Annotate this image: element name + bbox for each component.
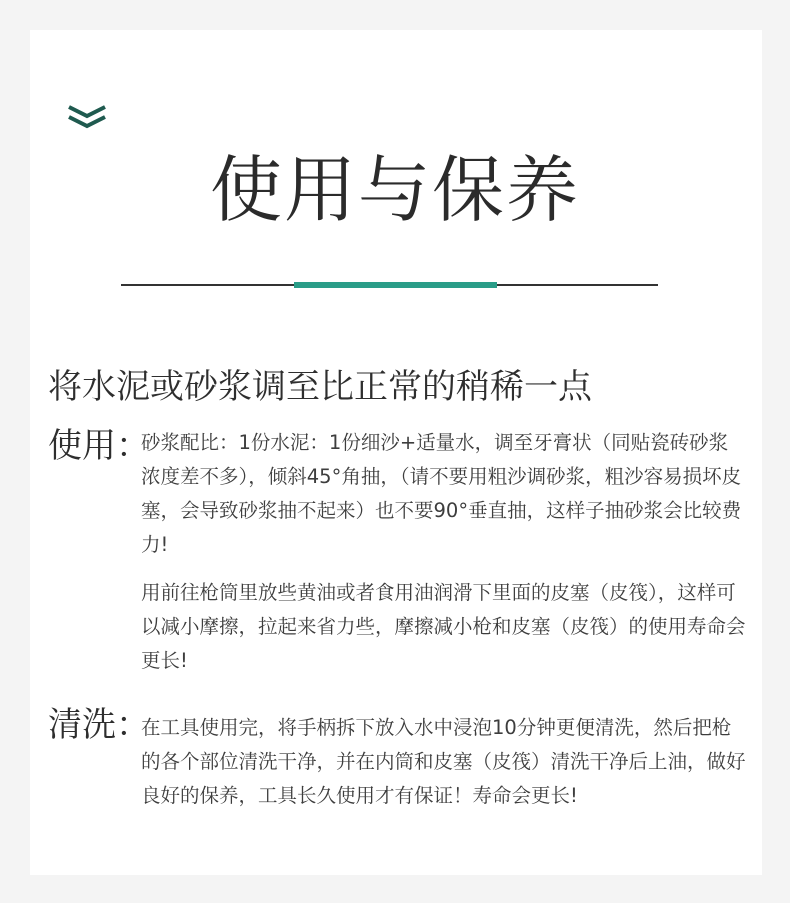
- usage-paragraph-1: 砂浆配比：1份水泥：1份细沙+适量水，调至牙膏状（同贴瓷砖砂浆浓度差不多），倾斜45°角抽，（请不要用粗沙调砂浆，粗沙容易损坏皮塞，会导致砂浆抽不起来）也不要90°垂直抽，这样子抽砂浆会比较费力!: [141, 431, 742, 556]
- usage-paragraph-2: 用前往枪筒里放些黄油或者食用油润滑下里面的皮塞（皮筏），这样可以减小摩擦，拉起来省力些，摩擦减小枪和皮塞（皮筏）的使用寿命会更长!: [141, 581, 746, 672]
- title-divider-accent: [294, 282, 497, 288]
- cleaning-label: 清洗：: [48, 705, 150, 745]
- cleaning-paragraph: 在工具使用完，将手柄拆下放入水中浸泡10分钟更便清洗，然后把枪的各个部位清洗干净，并在内筒和皮塞（皮筏）清洗干净后上油，做好良好的保养，工具长久使用才有保证！寿命会更长!: [141, 716, 746, 807]
- page-title: 使用与保养: [209, 148, 580, 232]
- double-chevron-down-icon: [66, 104, 108, 130]
- lead-text: 将水泥或砂浆调至比正常的稍稀一点: [48, 367, 592, 407]
- usage-label: 使用：: [48, 426, 150, 466]
